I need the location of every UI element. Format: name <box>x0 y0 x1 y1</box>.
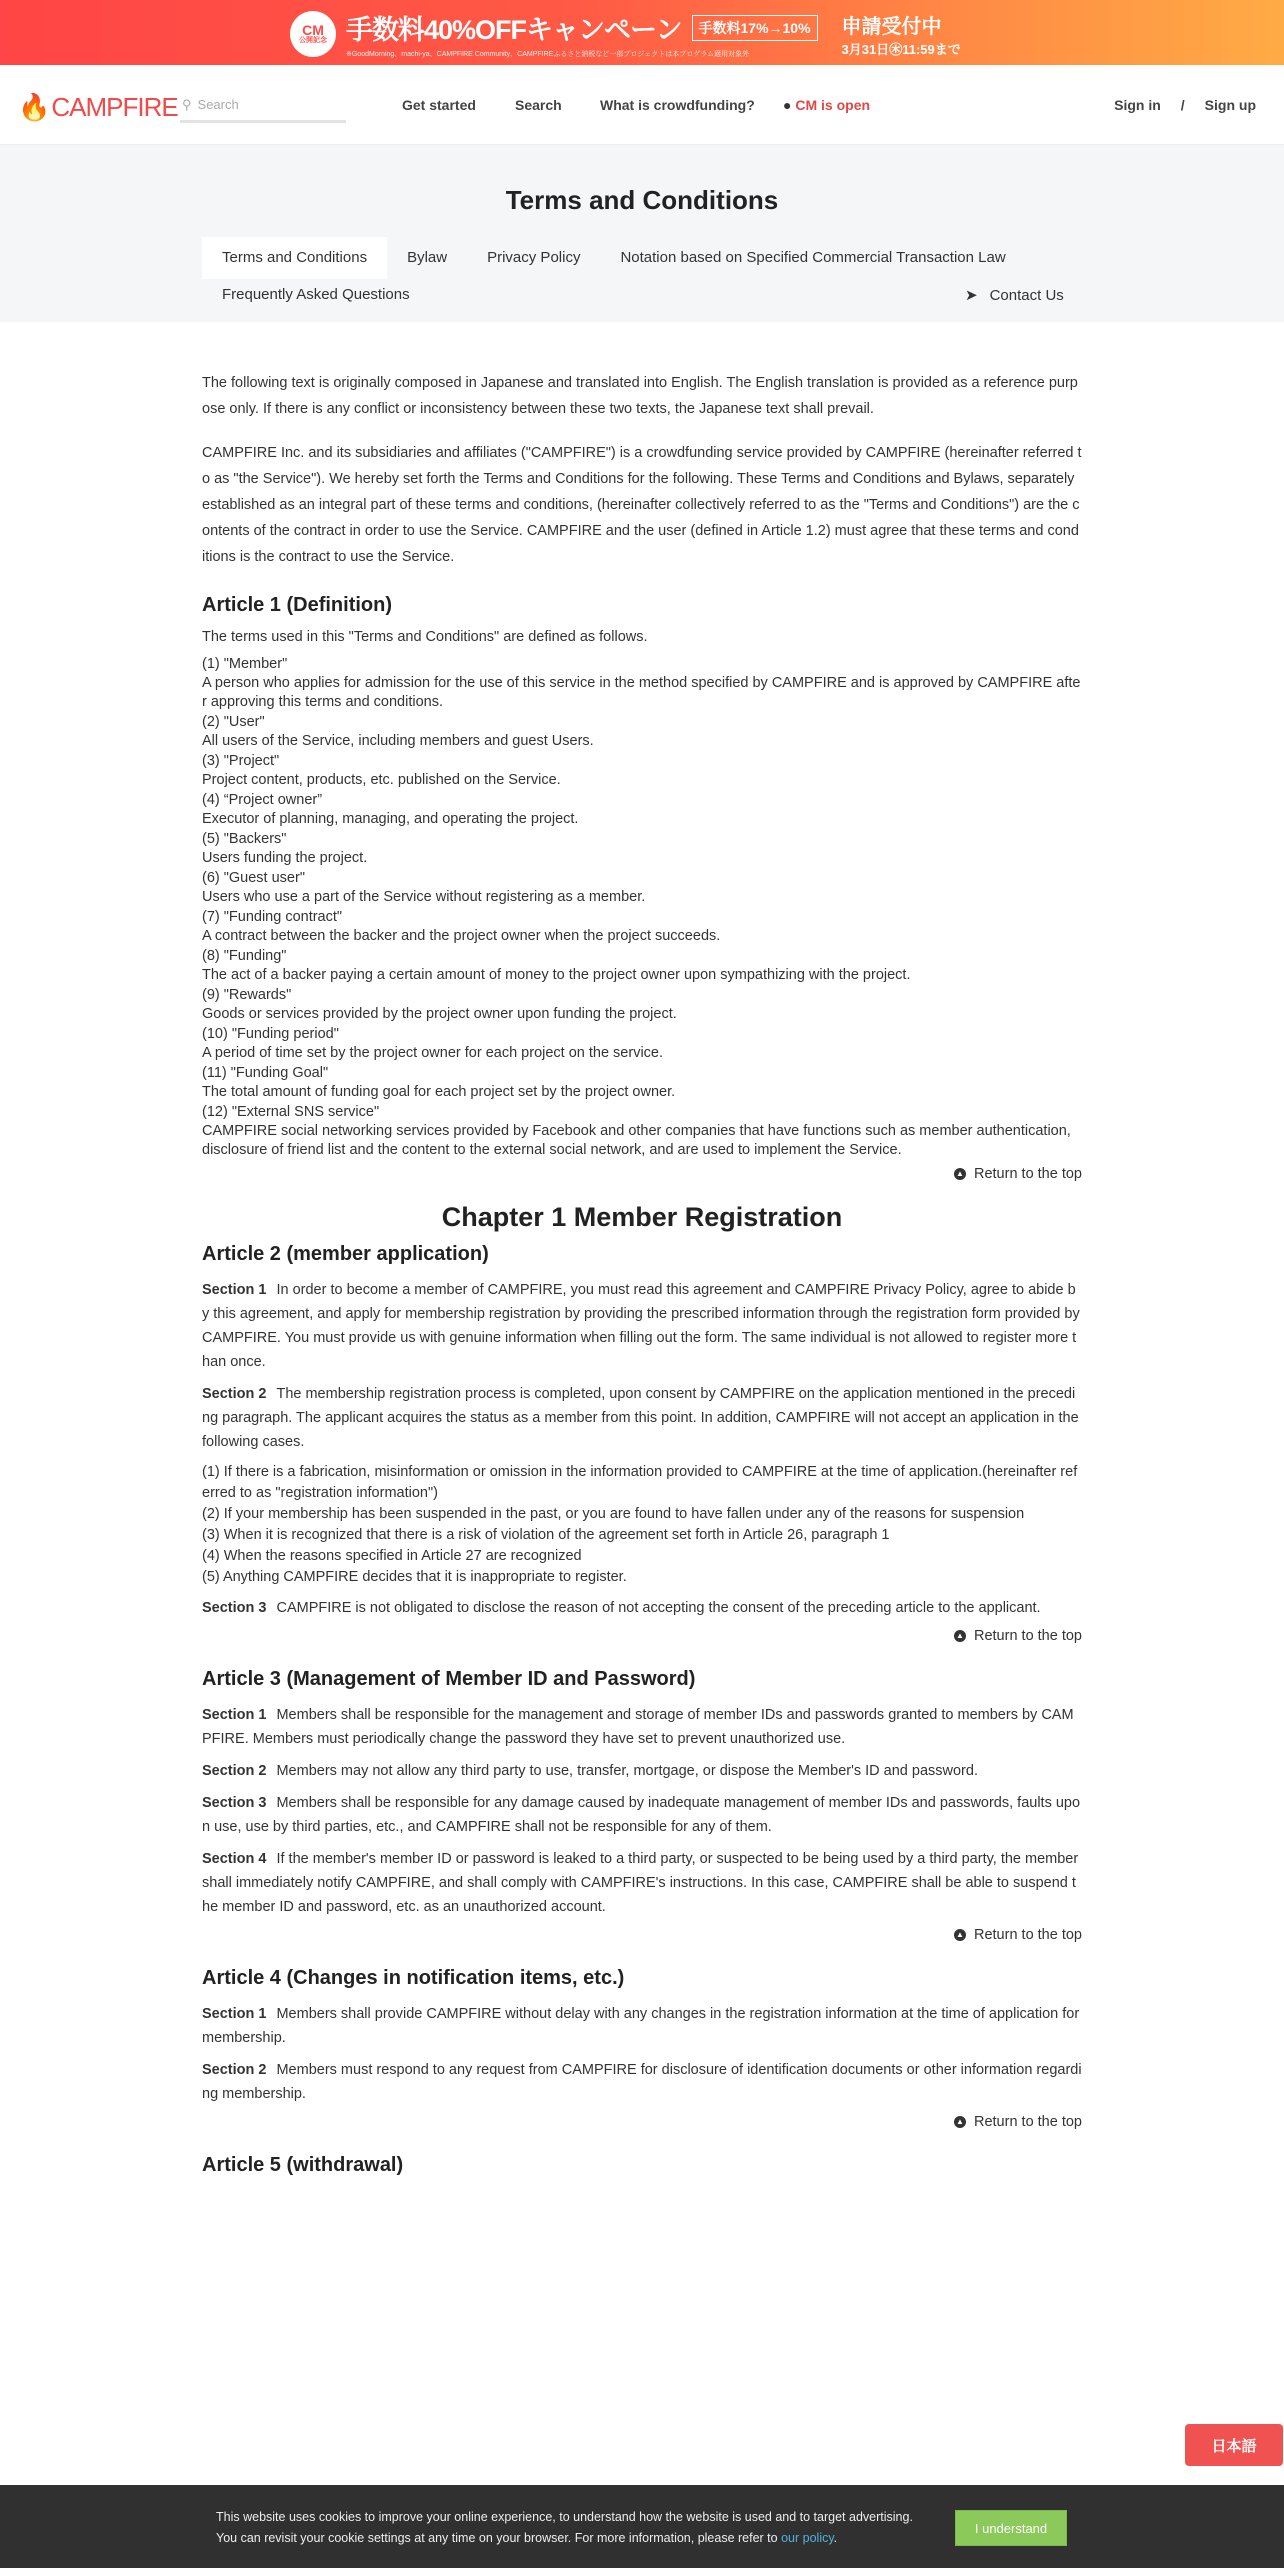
definition-item <box>202 986 1082 1024</box>
return-label: Return to the top <box>973 1927 1082 1943</box>
arrow-up-icon: ▲ <box>954 1630 966 1642</box>
definition-item <box>202 869 1082 907</box>
contact-label: Contact Us <box>989 286 1064 304</box>
return-label: Return to the top <box>973 1628 1082 1644</box>
intro-paragraph: CAMPFIRE Inc. and its subsidiaries and affiliates ("CAMPFIRE") is a crowdfunding service provided by CAMPFIRE (hereinafter referred to as "the Service"). We hereby set forth the Terms and Conditions for the following. These Terms and Conditions and Bylaws, separately established as an integral part of these terms and conditions, (hereinafter collectively referred to as the "Terms and Conditions") are the contents of the contract in order to use the Service. CAMPFIRE and the user (defined in Article 1.2) must agree that these terms and conditions is the contract to use the Service. <box>202 445 1082 565</box>
definition-item <box>202 1025 1082 1063</box>
definition-desc: The total amount of funding goal for each project set by the project owner. <box>202 1084 676 1100</box>
article-heading: Article 1 (Definition) <box>202 594 393 616</box>
definition-item <box>202 947 1082 985</box>
sign-in-link[interactable]: Sign in <box>1114 97 1161 113</box>
definition-term: (11) "Funding Goal" <box>202 1065 329 1081</box>
tab-bylaw[interactable]: Bylaw <box>407 249 448 266</box>
definition-term: (1) "Member" <box>202 656 288 672</box>
section <box>202 1596 1082 1620</box>
case-item: (4) When the reasons specified in Article 27 are recognized <box>202 1548 582 1564</box>
section <box>202 1791 1082 1839</box>
definition-term: (3) "Project" <box>202 753 280 769</box>
arrow-up-icon: ▲ <box>954 1929 966 1941</box>
badge-bottom: 公開記念 <box>299 37 327 44</box>
badge-top: CM <box>302 22 324 38</box>
flame-icon: 🔥 <box>18 92 50 122</box>
tabs <box>202 237 1026 279</box>
definition-desc: A period of time set by the project owner for each project on the service. <box>202 1045 664 1061</box>
definition-term: (7) "Funding contract" <box>202 909 343 925</box>
section-label: Section 2 <box>202 1386 267 1402</box>
section-text: Members may not allow any third party to use, transfer, mortgage, or dispose the Member's ID and password. <box>276 1763 978 1779</box>
cookie-banner <box>0 2485 1284 2568</box>
section <box>202 2058 1082 2106</box>
cookie-accept-button[interactable]: I understand <box>955 2510 1067 2546</box>
nav-search[interactable]: Search <box>515 97 562 113</box>
banner-status: 申請受付中 <box>841 15 942 38</box>
tab-commercial-transaction[interactable]: Notation based on Specified Commercial Transaction Law <box>620 249 1006 266</box>
definition-desc: Users who use a part of the Service without registering as a member. <box>202 889 646 905</box>
article-heading: Article 4 (Changes in notification items, etc.) <box>202 1967 625 1989</box>
return-label: Return to the top <box>973 2114 1082 2130</box>
section <box>202 1382 1082 1454</box>
section <box>202 1847 1082 1919</box>
article4-sections <box>202 2002 1082 2106</box>
nav-get-started[interactable]: Get started <box>402 97 476 113</box>
section <box>202 1759 1082 1783</box>
nav-what-is-crowdfunding[interactable]: What is crowdfunding? <box>600 97 755 113</box>
definition-desc: Users funding the project. <box>202 850 368 866</box>
chapter-heading: Chapter 1 Member Registration <box>441 1202 843 1232</box>
section-text: The membership registration process is completed, upon consent by CAMPFIRE on the application mentioned in the preceding paragraph. The applicant acquires the status as a member from this point. In addition, CAMPFIRE will not accept an application in the following cases. <box>202 1386 1079 1450</box>
search-placeholder: Search <box>197 97 239 112</box>
definition-term: (8) "Funding" <box>202 948 287 964</box>
nav-cm-open[interactable] <box>783 97 870 113</box>
search-icon: ⚲ <box>182 96 192 112</box>
definition-desc: Executor of planning, managing, and operating the project. <box>202 811 579 827</box>
case-item: (1) If there is a fabrication, misinformation or omission in the information provided to CAMPFIRE at the time of application.(hereinafter referred to as "registration information") <box>202 1464 1078 1501</box>
definition-item <box>202 791 1082 829</box>
section-label: Section 4 <box>202 1851 267 1867</box>
paper-plane-icon: ➤ <box>965 287 978 304</box>
terms-content <box>202 370 1082 2189</box>
intro-paragraph: The following text is originally composed in Japanese and translated into English. The English translation is provided as a reference purpose only. If there is any conflict or inconsistency between these two texts, the Japanese text shall prevail. <box>202 375 1078 417</box>
arrow-up-icon: ▲ <box>954 2116 966 2128</box>
article-intro: The terms used in this "Terms and Conditions" are defined as follows. <box>202 629 648 645</box>
definition-desc: A contract between the backer and the project owner when the project succeeds. <box>202 928 721 944</box>
definition-item <box>202 655 1082 712</box>
logo-text: CAMPFIRE <box>51 92 178 122</box>
search-input[interactable] <box>180 89 346 123</box>
definition-item <box>202 752 1082 790</box>
section-label: Section 1 <box>202 1707 267 1723</box>
contact-us-link[interactable] <box>965 286 1064 304</box>
banner-title: 手数料40%OFFキャンペーン <box>346 15 682 45</box>
definition-item <box>202 713 1082 751</box>
definition-desc: The act of a backer paying a certain amount of money to the project owner upon sympathizing with the project. <box>202 967 911 983</box>
cm-open-label: CM is open <box>795 97 871 113</box>
return-to-top-link[interactable] <box>202 1927 1082 1943</box>
definition-list <box>202 655 1082 1160</box>
section-text: Members shall be responsible for any damage caused by inadequate management of member IDs and passwords, faults upon use, use by third parties, etc., and CAMPFIRE shall not be responsible for any of them. <box>202 1795 1081 1835</box>
article-heading: Article 5 (withdrawal) <box>202 2154 404 2176</box>
cookie-policy-link[interactable]: our policy <box>781 2531 834 2545</box>
section-text: If the member's member ID or password is leaked to a third party, or suspected to be being used by a third party, the member shall immediately notify CAMPFIRE, and shall comply with CAMPFIRE's instructions. In this case, CAMPFIRE shall be able to suspend the member ID and password, etc. as an unauthorized account. <box>202 1851 1079 1915</box>
tab-privacy-policy[interactable]: Privacy Policy <box>487 249 581 266</box>
section <box>202 1278 1082 1374</box>
cm-badge <box>290 11 336 57</box>
case-item: (5) Anything CAMPFIRE decides that it is inappropriate to register. <box>202 1569 627 1585</box>
cookie-text: You can revisit your cookie settings at any time on your browser. For more information, please refer to <box>216 2531 782 2545</box>
definition-desc: Goods or services provided by the project owner upon funding the project. <box>202 1006 677 1022</box>
definition-term: (12) "External SNS service" <box>202 1104 380 1120</box>
article-heading: Article 3 (Management of Member ID and Password) <box>202 1668 696 1690</box>
definition-term: (5) "Backers" <box>202 831 287 847</box>
section-text: Members shall be responsible for the management and storage of member IDs and passwords granted to members by CAMPFIRE. Members must periodically change the password they have set to prevent unauthorized use. <box>202 1707 1074 1747</box>
section <box>202 1703 1082 1751</box>
page-title: Terms and Conditions <box>505 185 779 215</box>
return-to-top-link[interactable] <box>202 1628 1082 1644</box>
definition-item <box>202 908 1082 946</box>
definition-desc: Project content, products, etc. published on the Service. <box>202 772 561 788</box>
section-text: Members shall provide CAMPFIRE without delay with any changes in the registration information at the time of application for membership. <box>202 2006 1080 2046</box>
section-text: CAMPFIRE is not obligated to disclose the reason of not accepting the consent of the preceding article to the applicant. <box>276 1600 1041 1616</box>
section-label: Section 2 <box>202 2062 267 2078</box>
section-label: Section 3 <box>202 1600 267 1616</box>
separator: / <box>1180 97 1185 113</box>
section-label: Section 3 <box>202 1795 267 1811</box>
definition-term: (10) "Funding period" <box>202 1026 339 1042</box>
section-label: Section 2 <box>202 1763 267 1779</box>
article3-sections <box>202 1703 1082 1919</box>
definition-item <box>202 1064 1082 1102</box>
period: . <box>833 2531 838 2545</box>
section-label: Section 1 <box>202 1282 267 1298</box>
site-header <box>0 65 1284 145</box>
section-text: Members must respond to any request from CAMPFIRE for disclosure of identification documents or other information regarding membership. <box>202 2062 1082 2102</box>
return-label: Return to the top <box>973 1166 1082 1182</box>
play-icon: ● <box>783 97 796 113</box>
language-japanese-button[interactable]: 日本語 <box>1185 2424 1283 2466</box>
logo[interactable] <box>18 92 178 123</box>
tab-faq[interactable]: Frequently Asked Questions <box>222 286 410 303</box>
definition-term: (9) "Rewards" <box>202 987 292 1003</box>
return-to-top-link[interactable] <box>202 2114 1082 2130</box>
banner-rate: 手数料17%→10% <box>692 15 818 41</box>
return-to-top-link[interactable] <box>202 1166 1082 1182</box>
definition-item <box>202 830 1082 868</box>
tab-terms[interactable]: Terms and Conditions <box>202 237 387 279</box>
section <box>202 2002 1082 2050</box>
definition-desc: CAMPFIRE social networking services provided by Facebook and other companies that have functions such as member authentication, disclosure of friend list and the content to the external social network, and are used to implement the Service. <box>202 1123 1071 1158</box>
banner-deadline: 3月31日㊍11:59まで <box>841 41 961 57</box>
arrow-up-icon: ▲ <box>954 1168 966 1180</box>
definition-term: (2) "User" <box>202 714 265 730</box>
campaign-banner[interactable] <box>0 0 1284 65</box>
definition-desc: A person who applies for admission for the use of this service in the method specified by CAMPFIRE and is approved by CAMPFIRE after approving this terms and conditions. <box>202 675 1081 710</box>
section-label: Section 1 <box>202 2006 267 2022</box>
case-item: (3) When it is recognized that there is a risk of violation of the agreement set forth in Article 26, paragraph 1 <box>202 1527 890 1543</box>
definition-term: (4) “Project owner” <box>202 792 323 808</box>
banner-note: ※GoodMorning、machi-ya、CAMPFIRE Community、CAMPFIREふるさと納税など一部プロジェクトは本プログラム適用対象外 <box>346 51 750 58</box>
sign-up-link[interactable]: Sign up <box>1204 97 1256 113</box>
article-heading: Article 2 (member application) <box>202 1243 489 1265</box>
case-list <box>202 1462 1082 1588</box>
definition-item <box>202 1103 1082 1160</box>
case-item: (2) If your membership has been suspended in the past, or you are found to have fallen under any of the reasons for suspension <box>202 1506 1025 1522</box>
definition-term: (6) "Guest user" <box>202 870 305 886</box>
section-text: In order to become a member of CAMPFIRE, you must read this agreement and CAMPFIRE Privacy Policy, agree to abide by this agreement, and apply for membership registration by providing the prescribed information through the registration form provided by CAMPFIRE. You must provide us with genuine information when filling out the form. The same individual is not allowed to register more than once. <box>202 1282 1080 1370</box>
cookie-text: This website uses cookies to improve your online experience, to understand how the website is used and to target advertising. <box>216 2510 913 2524</box>
definition-desc: All users of the Service, including members and guest Users. <box>202 733 594 749</box>
page-header <box>0 145 1284 322</box>
